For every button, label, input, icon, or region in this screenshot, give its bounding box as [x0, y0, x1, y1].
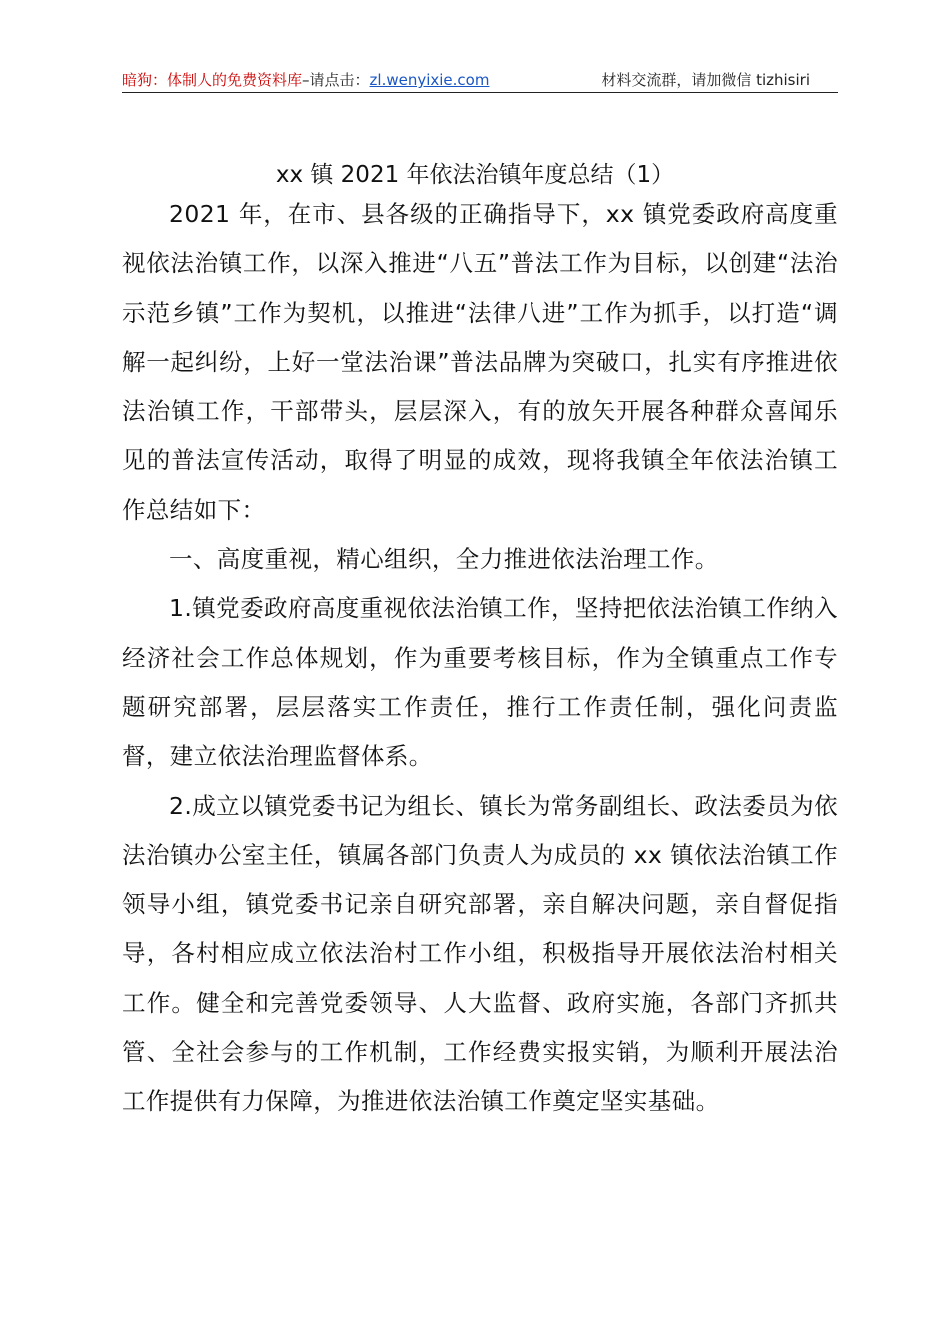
header-link[interactable]: zl.wenyixie.com [369, 71, 490, 89]
paragraph-item-1: 1.镇党委政府高度重视依法治镇工作，坚持把依法治镇工作纳入经济社会工作总体规划，作为重要考核目标，作为全镇重点工作专题研究部署，层层落实工作责任，推行工作责任制，强化问责监督，建立依法治理监督体系。 [122, 594, 838, 771]
page-header [122, 70, 838, 93]
header-click-prompt: –请点击： [302, 71, 370, 89]
paragraph-item-2: 2.成立以镇党委书记为组长、镇长为常务副组长、政法委员为依法治镇办公室主任，镇属各部门负责人为成员的 xx 镇依法治镇工作领导小组，镇党委书记亲自研究部署，亲自解决问题，亲自督促指导，各村相应成立依法治村工作小组，积极指导开展依法治村相关工作。健全和完善党委领导、人大监督、政府实施，各部门齐抓共管、全社会参与的工作机制，工作经费实报实销，为顺利开展法治工作提供有力保障，为推进依法治镇工作奠定坚实基础。 [122, 791, 838, 1116]
document-title: xx 镇 2021 年依法治镇年度总结（1） [275, 162, 675, 188]
header-wechat-text: 材料交流群，请加微信 tizhisiri [601, 71, 810, 89]
document-body [122, 190, 838, 1127]
paragraph-section-heading: 一、高度重视，精心组织，全力推进依法治理工作。 [169, 545, 719, 574]
paragraph-intro: 2021 年，在市、县各级的正确指导下，xx 镇党委政府高度重视依法治镇工作，以深入推进“八五”普法工作为目标，以创建“法治示范乡镇”工作为契机，以推进“法律八进”工作为抓手，以打造“调解一起纠纷，上好一堂法治课”普法品牌为突破口，扎实有序推进依法治镇工作，干部带头，层层深入，有的放矢开展各种群众喜闻乐见的普法宣传活动，取得了明显的成效，现将我镇全年依法治镇工作总结如下： [122, 200, 838, 524]
header-promo-text: 暗狗：体制人的免费资料库 [122, 71, 303, 89]
